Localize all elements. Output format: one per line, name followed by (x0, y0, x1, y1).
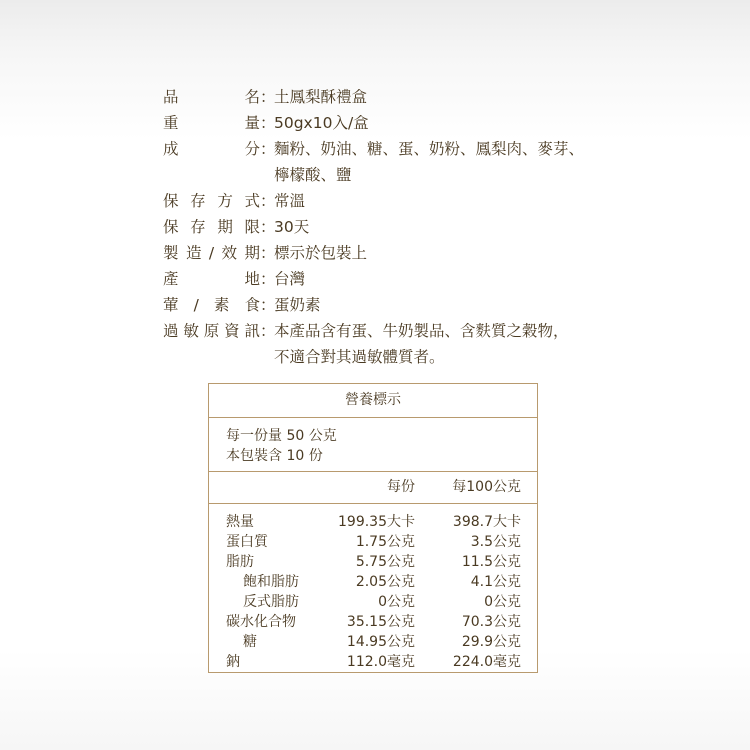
info-label-char: 分 (244, 140, 260, 158)
nutrient-per-100g: 4.1公克 (470, 574, 521, 590)
info-colon: ： (260, 192, 276, 210)
nutrient-per-100g: 398.7大卡 (452, 514, 521, 530)
info-label-char: 過 (163, 322, 179, 340)
nutrient-name: 糖 (243, 634, 257, 650)
nutrient-per-100g: 29.9公克 (461, 634, 521, 650)
info-colon: ： (260, 322, 276, 340)
nutrient-per-100g: 224.0毫克 (452, 654, 521, 670)
info-label-char: / (208, 244, 215, 262)
nutrient-name: 蛋白質 (226, 534, 268, 550)
product-info (163, 84, 723, 370)
info-label-char: 訊 (244, 322, 260, 340)
info-value: 蛋奶素 (274, 296, 321, 314)
nutrient-per-serving: 35.15公克 (346, 614, 415, 630)
info-label-char: 效 (221, 244, 238, 262)
nutrient-name: 脂肪 (226, 554, 254, 570)
info-label-char: 式 (244, 192, 260, 210)
ingredients-continued: 檸檬酸、鹽 (274, 166, 352, 184)
info-label-char: 方 (217, 192, 233, 210)
info-label (163, 266, 260, 292)
nutrient-name: 鈉 (226, 654, 240, 670)
nutrition-header (209, 472, 537, 504)
info-label-char: 量 (244, 114, 260, 132)
nutrient-per-100g: 11.5公克 (461, 554, 521, 570)
nutrient-per-serving: 112.0毫克 (346, 654, 415, 670)
info-label (163, 136, 260, 162)
nutrition-row (209, 632, 537, 652)
info-label-char: 資 (224, 322, 240, 340)
info-value: 50gx10入/盒 (274, 114, 369, 132)
info-label-char: 期 (244, 244, 260, 262)
nutrition-row (209, 512, 537, 532)
nutrition-row (209, 612, 537, 632)
info-row (163, 84, 723, 110)
info-label (163, 318, 260, 344)
info-label-char: 重 (163, 114, 179, 132)
info-label-char: 名 (244, 88, 260, 106)
info-label (163, 188, 260, 214)
info-label-char: 保 (163, 192, 179, 210)
info-value: 30天 (274, 218, 310, 236)
nutrient-name: 反式脂肪 (243, 594, 299, 610)
info-row (163, 318, 723, 344)
nutrition-row (209, 552, 537, 572)
nutrition-row (209, 592, 537, 612)
nutrient-per-serving: 0公克 (378, 594, 415, 610)
info-label (163, 214, 260, 240)
nutrition-row (209, 572, 537, 592)
info-row (163, 214, 723, 240)
nutrition-body (209, 504, 537, 672)
info-label-char: 原 (203, 322, 220, 340)
nutrient-name: 熱量 (226, 514, 254, 530)
nutrition-panel (208, 383, 538, 673)
info-row (163, 240, 723, 266)
info-row (163, 266, 723, 292)
info-label-char: 食 (244, 296, 260, 314)
info-colon: ： (260, 244, 276, 262)
info-label-char: 存 (190, 192, 206, 210)
nutrition-title: 營養標示 (209, 384, 537, 418)
info-label-char: 敏 (183, 322, 199, 340)
info-label-char: 製 (163, 244, 179, 262)
info-row (163, 110, 723, 136)
info-label (163, 84, 260, 110)
nutrient-name: 飽和脂肪 (243, 574, 299, 590)
info-label-char: 素 (213, 296, 230, 314)
nutrient-per-serving: 1.75公克 (355, 534, 415, 550)
info-value: 本產品含有蛋、牛奶製品、含麩質之穀物， (274, 322, 569, 340)
info-label-char: 地 (244, 270, 260, 288)
info-row (163, 292, 723, 318)
info-label (163, 292, 260, 318)
info-value: 台灣 (274, 270, 306, 288)
header-per-serving: 每份 (387, 479, 415, 495)
nutrient-per-serving: 199.35大卡 (338, 514, 415, 530)
info-value: 麵粉、奶油、糖、蛋、奶粉、鳳梨肉、麥芽、 (274, 140, 585, 158)
info-label-char: 限 (244, 218, 260, 236)
nutrition-row (209, 532, 537, 552)
serving-info (209, 418, 537, 472)
info-value: 標示於包裝上 (274, 244, 368, 262)
info-row (163, 136, 723, 162)
info-label-char: 成 (163, 140, 179, 158)
header-per-100g: 每100公克 (452, 479, 521, 495)
info-label-char: 品 (163, 88, 179, 106)
info-colon: ： (260, 218, 276, 236)
info-colon: ： (260, 296, 276, 314)
info-label-char: 保 (163, 218, 179, 236)
info-label-char: 期 (217, 218, 233, 236)
info-label-char: 產 (163, 270, 179, 288)
info-label (163, 110, 260, 136)
servings-per-package: 本包裝含 10 份 (226, 448, 323, 464)
info-colon: ： (260, 140, 276, 158)
info-colon: ： (260, 114, 276, 132)
allergen-continued: 不適合對其過敏體質者。 (274, 348, 445, 366)
nutrient-per-serving: 14.95公克 (346, 634, 415, 650)
info-row (163, 188, 723, 214)
info-label-char: 造 (185, 244, 202, 262)
nutrition-row (209, 652, 537, 672)
info-label-char: / (193, 296, 199, 314)
info-label (163, 240, 260, 266)
nutrient-per-serving: 5.75公克 (355, 554, 415, 570)
nutrient-name: 碳水化合物 (226, 614, 296, 630)
nutrient-per-100g: 70.3公克 (461, 614, 521, 630)
info-value: 土鳳梨酥禮盒 (274, 88, 368, 106)
info-label-char: 葷 (163, 296, 179, 314)
serving-size: 每一份量 50 公克 (226, 428, 337, 444)
info-label-char: 存 (190, 218, 206, 236)
info-colon: ： (260, 88, 276, 106)
nutrient-per-100g: 0公克 (484, 594, 521, 610)
info-value: 常溫 (274, 192, 306, 210)
nutrient-per-100g: 3.5公克 (470, 534, 521, 550)
info-colon: ： (260, 270, 276, 288)
nutrient-per-serving: 2.05公克 (355, 574, 415, 590)
